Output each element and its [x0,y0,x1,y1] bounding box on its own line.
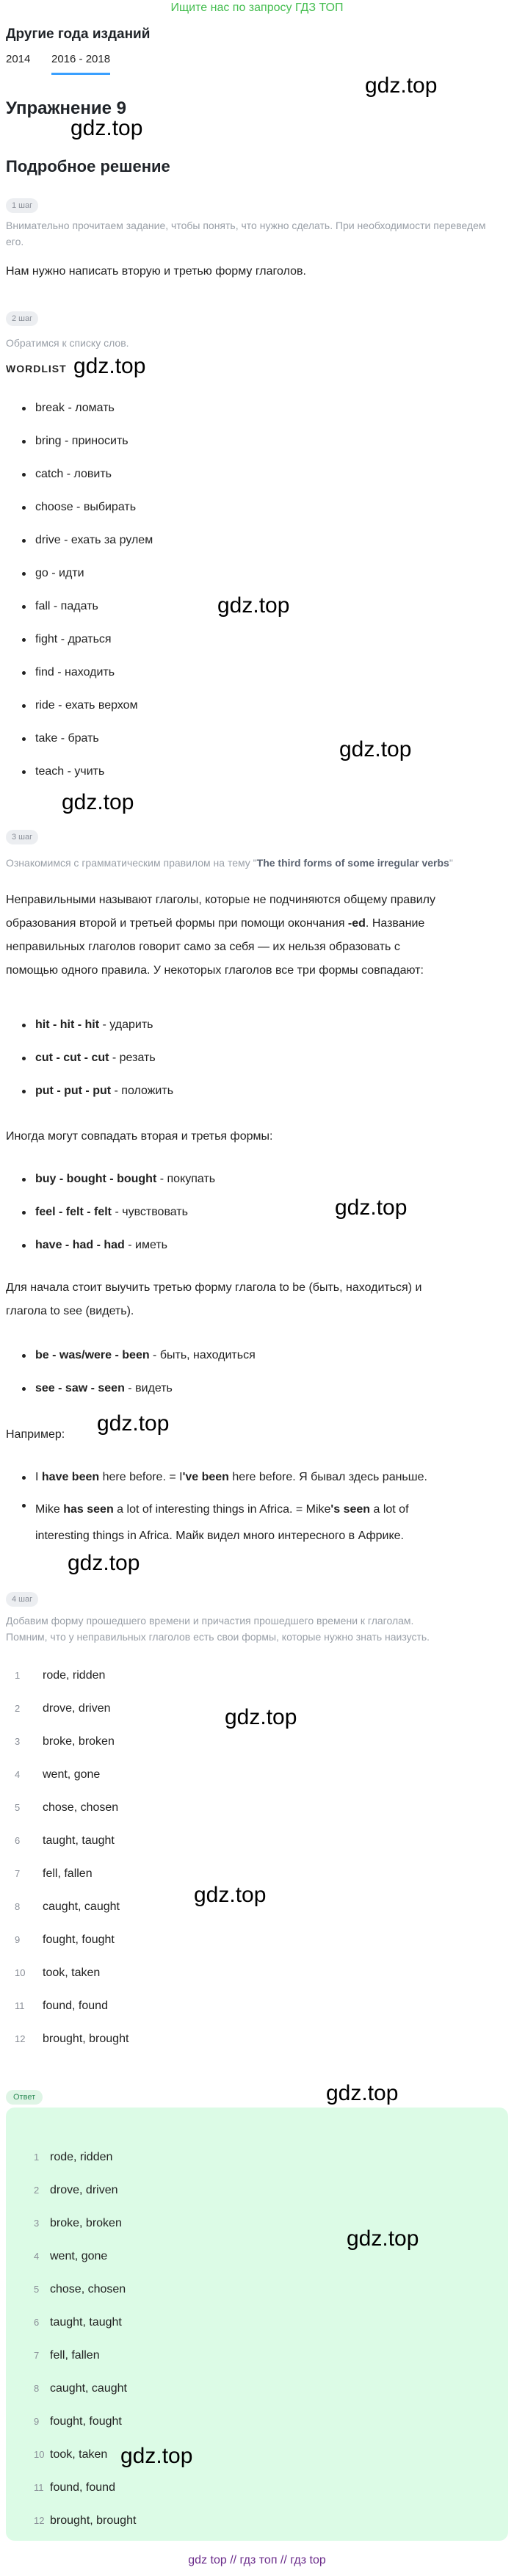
list-item [15,1799,499,1832]
text-span: here before. = I [99,1471,183,1483]
item-number: 1 [34,2152,40,2163]
item-text: rode, ridden [43,1669,106,1682]
meaning: - ударить [99,1019,153,1031]
item-text: chose, chosen [50,2283,126,2295]
item-number: 10 [15,1967,26,1978]
item-text: brought, brought [50,2514,137,2527]
item-text: fell, fallen [43,1867,93,1880]
list-item [34,2512,489,2545]
list-item [15,2030,499,2063]
text-span: . Название [365,917,425,930]
list-item [34,2446,489,2479]
answer-badge: Ответ [6,2090,43,2105]
verb-forms: hit - hit - hit [35,1019,100,1031]
verb-forms: cut - cut - cut [35,1052,109,1064]
text-line: Неправильными называют глаголы, которые не подчиняются общему правилу [6,894,435,906]
text-line: неправильных глаголов говорит само за себя — их нельзя образовать с [6,941,400,953]
item-text: took, taken [43,1967,101,1979]
list-item [6,1497,513,1548]
watermark: gdz.top [73,354,146,378]
list-item [34,2380,489,2413]
item-number: 8 [34,2383,40,2394]
list-item [34,2215,489,2248]
item-number: 5 [15,1802,21,1813]
item-number: 3 [15,1736,21,1747]
list-item [6,1204,505,1237]
item-number: 11 [15,2000,25,2011]
list-item [15,1766,499,1799]
answer-list [34,2149,489,2545]
list-item [15,1733,499,1766]
item-number: 12 [34,2515,45,2526]
list-item [15,1964,499,1997]
item-number: 11 [34,2482,44,2493]
watermark: gdz.top [335,1195,408,1220]
watermark: gdz.top [225,1705,297,1729]
example-label: Например: [6,1428,65,1441]
text-line: Для начала стоит выучить третью форму глагола to be (быть, находиться) и [6,1281,422,1294]
watermark: gdz.top [68,1551,140,1575]
list-item: teach - учить [6,763,505,796]
text-span: a lot of interesting things in Africa. = Mike [113,1503,331,1516]
watermark: gdz.top [194,1883,267,1907]
list-item [34,2479,489,2512]
item-text: found, found [43,2000,108,2012]
watermark: gdz.top [326,2081,399,2105]
item-number: 4 [34,2251,40,2262]
item-number: 3 [34,2218,40,2229]
item-number: 12 [15,2033,26,2044]
item-text: taught, taught [43,1834,115,1847]
list-item: find - находить [6,664,505,697]
meaning: - покупать [156,1173,216,1185]
rule-paragraph [6,889,513,983]
watermark: gdz.top [347,2226,419,2251]
rule-paragraph [6,1276,513,1323]
step-hint [6,1613,513,1645]
list-item: drive - ехать за рулем [6,532,505,565]
two-forms-list [6,1171,505,1270]
text-line [6,912,513,936]
item-text: drove, driven [43,1702,111,1715]
exercise-title: Упражнение 9 [6,98,126,118]
verb-highlight: has seen [63,1503,114,1516]
step-badge: 4 шаг [6,1592,38,1607]
tab-year-2016-2018[interactable]: 2016 - 2018 [51,53,110,75]
list-item: go - идти [6,565,505,598]
item-number: 1 [15,1670,21,1681]
meaning: - видеть [124,1382,173,1394]
item-text: drove, driven [50,2184,118,2196]
item-number: 8 [15,1901,21,1912]
list-item [6,1016,505,1049]
item-text: caught, caught [43,1900,120,1913]
item-number: 5 [34,2284,40,2295]
rule-link[interactable]: The third forms of some irregular verbs [256,857,449,869]
hint-line: Помним, что у неправильных глаголов есть свои формы, которые нужно знать наизусть. [6,1631,430,1643]
verb-forms: have - had - had [35,1239,125,1251]
text-line: помощью одного правила. У некоторых глаголов все три формы совпадают: [6,964,424,977]
verb-highlight: 's seen [330,1503,371,1516]
item-number: 9 [15,1934,21,1945]
item-number: 7 [15,1868,21,1879]
text-span: interesting things in Africa. Майк видел много интересного в Африке. [35,1530,404,1542]
text-span: a lot of [370,1503,409,1516]
verb-forms: be - was/were - been [35,1349,150,1361]
basic-forms-list [6,1347,505,1413]
item-text: chose, chosen [43,1801,119,1814]
list-item [34,2413,489,2446]
step-hint: Обратимся к списку слов. [6,337,129,349]
step-hint [6,855,505,871]
list-item: fight - драться [6,631,505,664]
meaning: - резать [109,1052,156,1064]
list-item [34,2149,489,2182]
step-text: Нам нужно написать вторую и третью форму глаголов. [6,265,306,278]
step-badge: 1 шаг [6,198,38,213]
item-number: 7 [34,2350,40,2361]
step-badge: 3 шаг [6,830,38,844]
rule-paragraph: Иногда могут совпадать вторая и третья формы: [6,1130,273,1143]
list-item [34,2314,489,2347]
watermark: gdz.top [365,73,438,98]
verb-forms: see - saw - seen [35,1382,125,1394]
meaning: - быть, находиться [149,1349,256,1361]
verb-forms: feel - felt - felt [35,1206,112,1218]
watermark: gdz.top [339,737,412,761]
item-number: 4 [15,1769,21,1780]
item-text: broke, broken [43,1735,115,1748]
meaning: - иметь [124,1239,167,1251]
verb-forms: buy - bought - bought [35,1173,157,1185]
list-item [6,1237,505,1270]
item-number: 6 [15,1835,21,1846]
list-item [6,1347,505,1380]
same-forms-list [6,1016,505,1115]
list-item: catch - ловить [6,466,505,499]
verb-highlight: 've been [182,1471,229,1483]
list-item: break - ломать [6,399,505,433]
item-text: taught, taught [50,2316,122,2329]
step-badge: 2 шаг [6,311,38,326]
text-span: Mike [35,1503,64,1516]
text-span: here before. Я бывал здесь раньше. [228,1471,427,1483]
list-item [6,1049,505,1082]
step-hint: Внимательно прочитаем задание, чтобы понять, что нужно сделать. При необходимости переведем его. [6,220,486,247]
list-item: take - брать [6,730,505,763]
item-text: rode, ridden [50,2151,113,2163]
watermark: gdz.top [217,593,290,618]
item-text: caught, caught [50,2382,127,2395]
ending-ed: -ed [347,917,366,930]
item-text: went, gone [43,1768,101,1781]
list-item [15,1832,499,1865]
watermark: gdz.top [62,790,134,814]
examples-list [6,1469,513,1548]
list-item [34,2182,489,2215]
list-item: ride - ехать верхом [6,697,505,730]
hint-text: " [449,857,453,869]
item-text: fought, fought [43,1933,115,1946]
tab-year-2014[interactable]: 2014 [6,53,31,65]
item-number: 9 [34,2416,40,2427]
text-line: глагола to see (видеть). [6,1305,134,1317]
watermark: gdz.top [97,1411,170,1436]
hint-line: Добавим форму прошедшего времени и причастия прошедшего времени к глаголам. [6,1615,414,1627]
list-item: bring - приносить [6,433,505,466]
item-number: 6 [34,2317,40,2328]
item-text: fell, fallen [50,2349,100,2362]
verb-forms: put - put - put [35,1085,112,1097]
list-item: fall - падать [6,598,505,631]
item-text: brought, brought [43,2033,129,2045]
wordlist-title: WORDLIST [6,363,67,375]
item-number: 2 [34,2185,40,2196]
list-item: choose - выбирать [6,499,505,532]
meaning: - чувствовать [112,1206,188,1218]
item-number: 2 [15,1703,21,1714]
text-span: I [35,1471,42,1483]
watermark: gdz.top [120,2444,193,2468]
list-item [6,1171,505,1204]
text-span: образования второй и третьей формы при помощи окончания [6,917,348,930]
list-item [6,1082,505,1115]
list-item [34,2281,489,2314]
item-text: went, gone [50,2250,108,2262]
meaning: - положить [111,1085,174,1097]
item-number: 10 [34,2449,45,2460]
item-text: found, found [50,2481,115,2494]
footer-links[interactable]: gdz top // гдз топ // гдз top [188,2554,326,2566]
hint-text: Ознакомимся с грамматическим правилом на тему " [6,857,257,869]
list-item [15,1931,499,1964]
verb-highlight: have been [41,1471,100,1483]
promo-banner[interactable]: Ищите нас по запросу ГДЗ ТОП [170,1,344,14]
item-text: fought, fought [50,2415,122,2428]
list-item [34,2248,489,2281]
item-text: broke, broken [50,2217,122,2229]
list-item [6,1380,505,1413]
list-item [15,1997,499,2030]
list-item [15,1667,499,1700]
watermark: gdz.top [70,116,143,140]
other-editions-title: Другие года изданий [6,26,151,42]
solution-title: Подробное решение [6,157,170,176]
item-text: took, taken [50,2448,108,2461]
list-item [34,2347,489,2380]
